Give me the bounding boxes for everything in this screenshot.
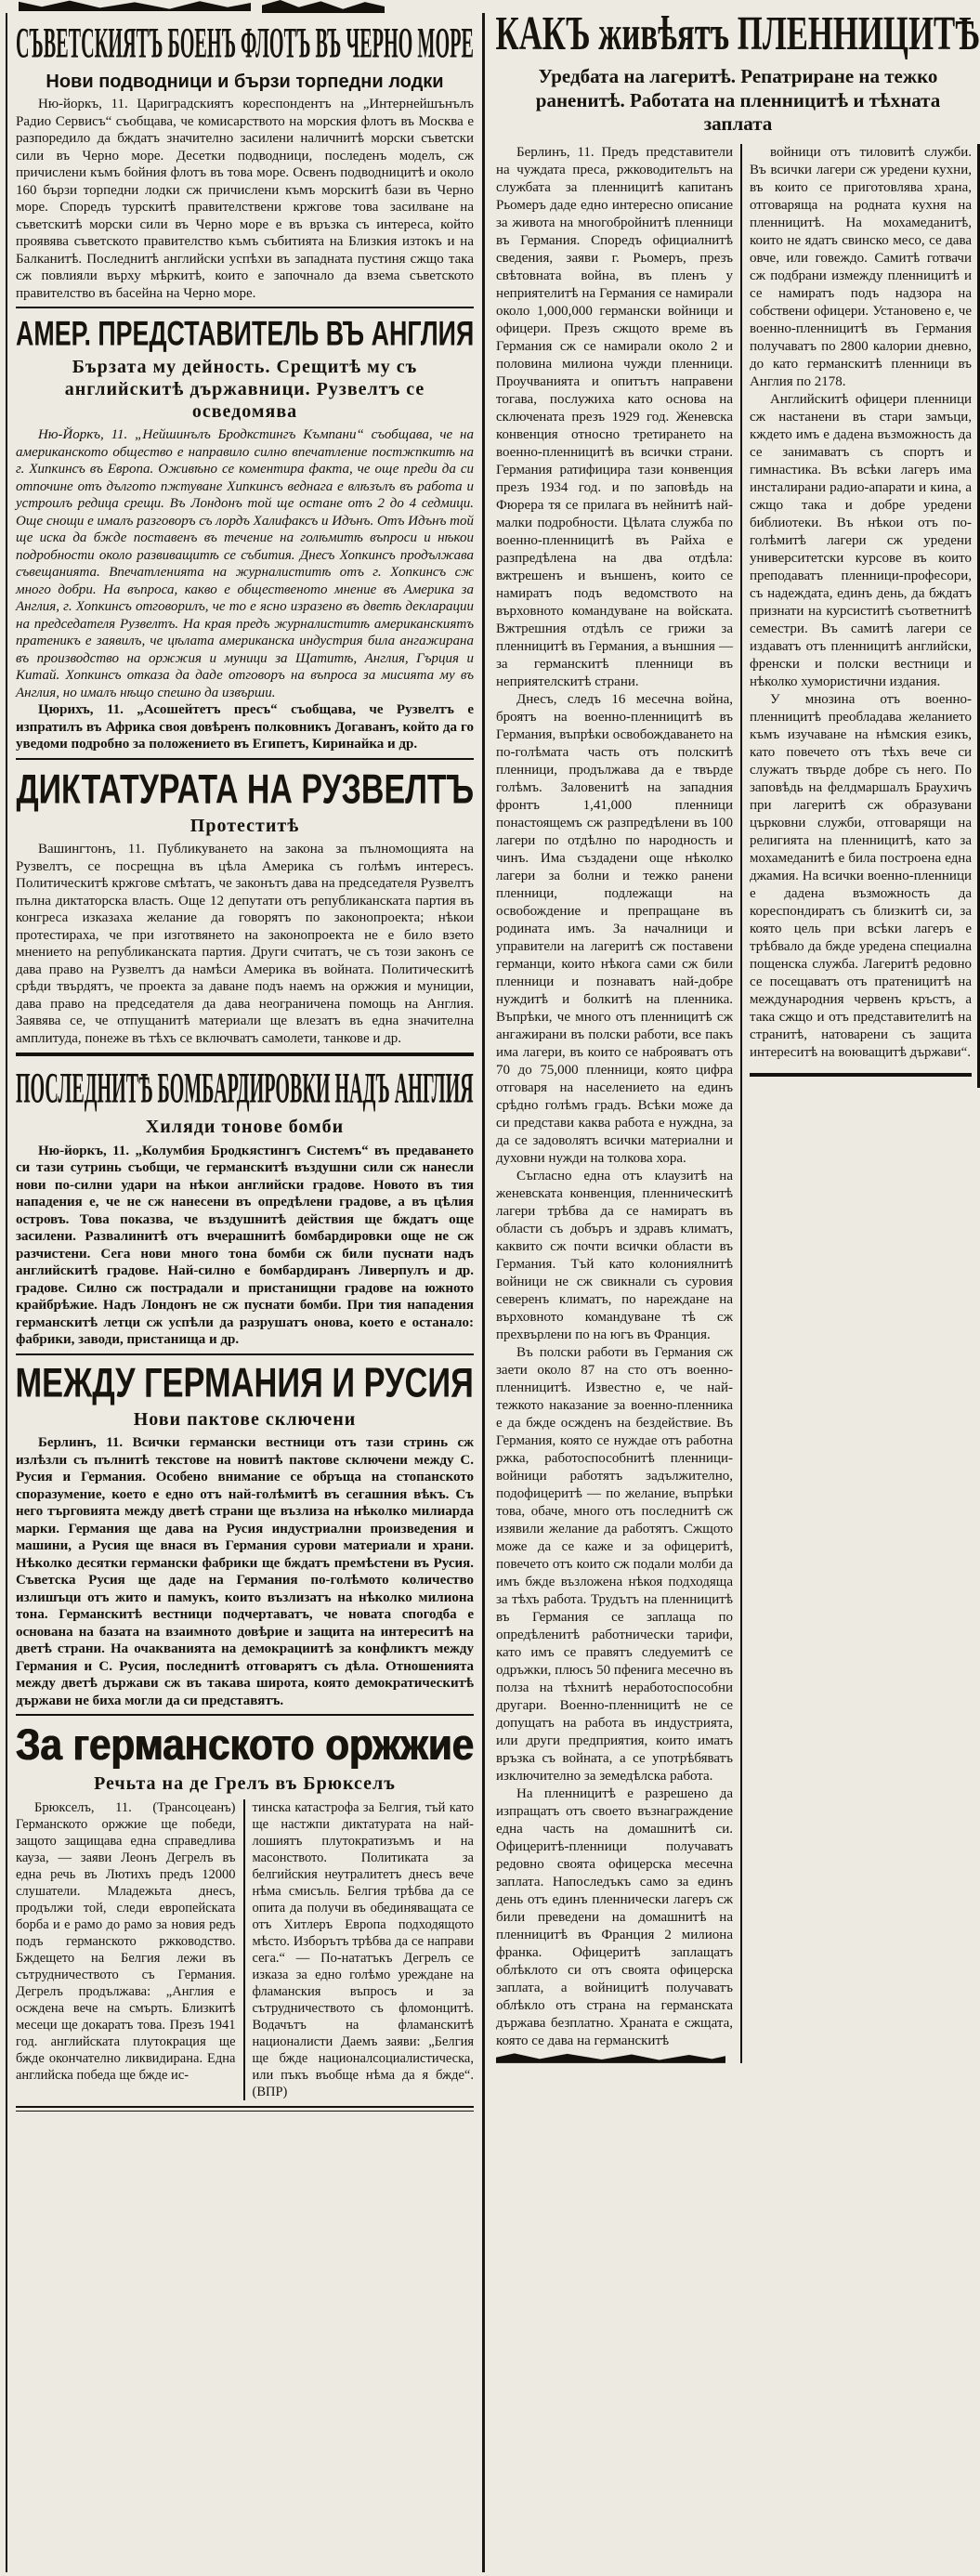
article-paragraph: войници отъ тиловитѣ служби. Въ всички лагери сж уредени кухни, въ които се приготовлява храна, отговаряща на родната кухня на пленницитѣ. На мохамеданитѣ, които не ядатъ свинско месо, се дава овче, или говеждо. Самитѣ готвачи сж подбрани измежду пленницитѣ и се намиратъ подъ надзора на собствени офицери. Установено е, че военно-пленницитѣ въ Германия получаватъ по 2800 калории дневно, до като германскитѣ пленници въ Англия по 2178. [750,144,972,389]
headline-text: МЕЖДУ ГЕРМАНИЯ И РУСИЯ [15,1359,475,1406]
article-bombings-england [16,1062,474,1349]
article-paragraph: Берлинъ, 11. Всички германски вестници отъ тази стринь сж излѣзли съ пълнитѣ текстове на новитѣ пактове сключени между С. Русия и Германия. Особено внимание се обръща на стопанското споразумение, което е едно отъ най-голѣмитѣ въ сегашния вѣкъ. Съ него търговията между дветѣ страни ще възлиза на нѣколко милиарда марки. Германия ще дава на Русия индустриални произведения и машини, а Русия ще внася въ Германия сурови материали и храни. Нѣколко десятки германски фабрики ще бждатъ премѣстени въ Русия. Съветска Русия ще даде на Германия по-голѣмото количество излишъци отъ жито и памукъ, които възлизатъ на нѣколко милиона тона. Германскитѣ вестници подчертаватъ, че новата спогодба е основана на базата на взаимното довѣрие и защита на интереситѣ на дветѣ страни. На очакванията на демокрациитѣ за конфликтъ между Германия и С. Русия, последнитѣ отговарятъ съ дѣла. Отношенията между дветѣ държави сж въ такава широта, която демократическитѣ държави не биха могли да си представятъ. [16,1435,474,1708]
article-paragraph: Въ полски работи въ Германия сж заети около 87 на сто отъ военно-пленницитѣ. Известно е, че най-тежкото наказание за военно-пленника е да бжде осжденъ на бездействие. Въ Германия, която се нуждае отъ работна ржка, работоспособнитѣ пленници-войници работятъ задължително, подофицеритѣ — по желание, въпрѣки това, обаче, много отъ последнитѣ сж изявили желание да работятъ. Сжщото може да се каже и за офицеритѣ, повечето отъ които сж подали молби да имъ бжде възложена нѣкоя подходяща за тѣхъ работа. Трудътъ на пленницитѣ въ Германия се заплаща по опредѣленитѣ работнически тарифи, като имъ се правятъ следуемитѣ се одръжки, плюсъ 50 пфенига месечно въ полза на тѣхнитѣ неработоспособни другари. Военно-пленницитѣ не се допущатъ на работа въ индустрията, или други предприятия, които иматъ връзка съ войната, а се употрѣбяватъ изключително за земедѣлска работа. [496,1344,733,1784]
torn-edge-fragment [262,0,385,13]
torn-edge-fragment [496,2053,725,2063]
article-end-rule [16,2106,474,2112]
article-divider-rule [16,1714,474,1716]
article-divider-rule [16,307,474,308]
subhead-roosevelt-dictatorship: Протеститѣ [189,815,300,836]
article-divider-rule [16,1053,474,1056]
article-roosevelt-dictatorship [16,765,474,1048]
article-column-right-text [750,144,980,1088]
article-body [16,1434,474,1709]
subhead-german-arms: Речьта на де Грелъ въ Брюкселъ [94,1773,396,1795]
article-columns [16,1799,474,2100]
article-paragraph: На пленницитѣ е разрешено да изпращатъ отъ своето възнаграждение една часть на домашнитѣ си. Офицеритѣ-пленници получаватъ редовно своята офицерска месечна заплата. Напоследъкъ само за единъ день отъ единъ пленнически лагеръ сж били преведени на домашнитѣ на пленницитѣ въ Франция 2 милиона франка. Офицеритѣ заплащатъ облѣклото си отъ своята офицерска заплата, а войницитѣ получаватъ облѣкло отъ страна на германската държава безплатно. Храната е сжщата, която се дава на германскитѣ [496,1785,733,2048]
headline-roosevelt-dictatorship [16,765,474,813]
headline-germany-russia [16,1360,474,1406]
article-body [16,1143,474,1349]
article-body [16,841,474,1047]
article-column-left [16,1799,245,2100]
headline-text: СЪВЕТСКИЯТЪ БОЕНЪ ФЛОТЪ ВЪ ЧЕРНО МОРЕ [16,20,474,68]
headline-text: ПОСЛЕДНИТѢ БОМБАРДИРОВКИ НАДЪ АНГЛИЯ [16,1065,474,1113]
article-column-right [245,1799,475,2100]
article-germany-russia [16,1360,474,1710]
article-american-envoy [16,313,474,752]
article-paragraph: Днесъ, следъ 16 месечна война, броятъ на военно-пленницитѣ въ Германия, въпрѣки освобождаването на по-голѣмата часть отъ полскитѣ пленници, продължава да е твърде голѣмъ. Заловенитѣ на западния фронтъ 1,41,000 пленници понастоящемъ сж разпредѣлени въ 100 лагери по отдѣлно по народность и чинъ. Има създадени още нѣколко лагери за болни и тежко ранени пленници, подлежащи на освобождение и препращане въ родината имъ. За началници и управители на лагеритѣ сж поставени германци, които нѣкога сами сж били пленници и познаватъ най-добре нуждитѣ и болкитѣ на пленника. Въпрѣки, че много отъ пленницитѣ сж ангажирани въ полски работи, все пакъ има лагери, въ които се наброяватъ отъ 70 до 75,000 пленници, която цифра отговаря на населението на единъ срѣдно голѣмъ градъ. Всѣки може да си представи каква работа е нуждна, за да се задоволятъ всички материални и духовни нужди на толкова хора. [496,691,733,1166]
subhead-bombings-england: Хиляди тонове бомби [145,1117,345,1138]
article-column-right [742,144,980,2063]
article-paragraph: Брюкселъ, 11. (Трансоцеанъ) Германското оржжие ще победи, защото защищава една справедлива кауза, — заяви Леонъ Дегрелъ въ една речь въ Лютихъ предъ 12000 слушатели. Младежьта днесъ, продължи той, следи европейската борба и е рамо до рамо за новия редъ подъ германското ржководство. Бждещето на Белгия лежи въ сътрудничеството съ Германия. Дегрелъ продължава: „Англия е осждена вече на смърть. Близкитѣ месеци ще докаратъ това. Презъ 1941 год. английската плутокрация ще бжде окончателно ликвидирана. Една английска победа ще бжде ис- [16,1800,236,2084]
article-body [16,701,474,753]
article-paragraph: Английскитѣ офицери пленници сж настанени въ стари замъци, кждето имъ е дадена възможность да се занимаватъ съ спортъ и гимнастика. Въ всѣки лагеръ има инсталирани радио-апарати и кина, а сжщо така и добре уредени библиотеки. Въ нѣкои отъ по-голѣмитѣ лагери сж уредени университетски курсове въ които преподаватъ пленници-професори, съ надеждата, единъ день, да бждатъ признати на курсиститѣ съответнитѣ семестри. Въ самитѣ лагери се издаватъ отъ пленницитѣ английски, френски и полски вестници и нѣколко хумористични издания. [750,391,972,689]
subhead-soviet-fleet: Нови подводници и бързи торпедни лодки [46,72,444,92]
article-paragraph: Вашингтонъ, 11. Публикуването на закона за пълномощията на Рузвелтъ, се посрещна въ цѣла Америка съ голѣмъ интересъ. Политическитѣ кржгове смѣтатъ, че законътъ дава на председателя Рузвелтъ пълна диктаторска власть. Още 12 депутати отъ републиканската партия въ конгреса изказаха желание да говорятъ по законопроекта; нѣкои протестираха, че при изготвянето на законопроекта не е било взето мнението на републиканската партия. Други считатъ, че съ този законъ се дава право на Рузвелтъ да намѣси Америка въ войната. Политическитѣ срѣди твърдятъ, че проекта за даване подъ наемъ на оржжия и муниции, дава право на председателя да дава неограничена помощь на Англия. Заявява се, че отпущанитѣ материали ще влезатъ въ една значителна амплитуда, понеже въ тѣхъ се включватъ самолети, танкове и др. [16,842,474,1046]
headline-text: КАКЪ живѣятъ ПЛЕННИЦИТѢ [495,6,980,60]
article-paragraph: Берлинъ, 11. Предъ представители на чуждата преса, ржководительтъ на службата за пленницитѣ капитанъ Рьомеръ даде едно интересно описание за живота на многобройнитѣ пленници въ Германия. Споредъ официалнитѣ сведения, заяви г. Рьомеръ, презъ свѣтовната война, въ пленъ у неприятелитѣ на Германия се намирали около 1,000,000 германски войници и офицери. Презъ сжщото време въ Германия сж се намирали около 2 и половина милиона чужди пленници. Проучванията и опитътъ направени тогава, послужиха като основа на сключената презъ 1929 год. Женевска конвенция относно третирането на военно-пленницитѣ въ всички страни. Германия ратифицира тази конвенция презъ 1934 год. и по заповѣдь на Фюрера тя се прилага въ нейнитѣ най-малки подробности. Цѣлата служба по военно-пленницитѣ въ Райха е разпредѣлена на два отдѣла: вжтрешенъ и външенъ, които се намиратъ подъ ведомството на върховното командуване на войската. Вжтрешния отдѣлъ се грижи за пленницитѣ въ Германия, а външния — за германскитѣ пленници въ неприятелскитѣ страни. [496,144,733,689]
article-column-left [496,144,742,2063]
torn-edge-fragment [19,0,251,11]
article-body [16,426,474,701]
column-end-rule [750,1073,972,1077]
article-paragraph: Цюрихъ, 11. „Асошейтетъ пресъ“ съобщава, че Рузвелтъ е изпратилъ въ Африка своя довѣренъ полковникъ Догаванъ, който да го уведоми подробно за положението въ Египетъ, Киринайка и др. [16,702,474,752]
article-paragraph: тинска катастрофа за Белгия, тъй като ще настжпи диктатурата на най-лошиятъ плутократизъмъ и на масонството. Политиката за белгийския неутралитетъ днесъ вече нѣма смисъль. Белгия трѣбва да се опита да получи въ обединяващата се отъ Хитлеръ Европа подходящото мѣсто. Изборътъ трѣбва да се направи сега.“ — По-нататъкъ Дегрелъ се изказа за едно голѣмо уреждане на фламанския въпросъ и за сътрудничеството съ фломонцитѣ. Водачътъ на фламанскитѣ националисти Даемъ заяви: „Белгия ще бжде националсоциалистическа, или пъкъ въобще нѣма да я бжде“. (ВПР) [252,1800,474,2100]
left-column-section [6,13,485,2572]
headline-bombings-england [16,1062,474,1114]
article-soviet-fleet [16,17,474,302]
subhead-american-envoy: Бързата му дейность. Срещитѣ му съ английскитѣ държавници. Рузвелтъ се осведомява [64,357,425,422]
article-body [16,96,474,302]
subhead-germany-russia: Нови пактове сключени [133,1408,357,1430]
headline-text: АМЕР. ПРЕДСТАВИТЕЛЬ ВЪ АНГЛИЯ [15,315,475,354]
article-paragraph: Ню-йоркъ, 11. Цариградскиятъ кореспондентъ на „Интернейшънълъ Радио Сервисъ“ съобщава, че комисарството на морския флотъ въ Москва е разпоредило да бждатъ значително засилени наличнитѣ морски съветски сили въ Черно море. Десетки подводници, последенъ моделъ, сж причислени къмъ бойния флотъ въ това море. Освенъ подводницитѣ и около 160 бързи торпедни лодки сж причислени къмъ морскитѣ бази въ Черно море. Споредъ турскитѣ правителствени кржгове това засилване на съветскитѣ морски сили въ Черно море е въ връзка съ интереса, който проявява съветското правителство къмъ събитията на Близкия изтокъ и на Балканитѣ. Последнитѣ английски успѣхи въ западната пустиня сжщо така сж повлияли върху мѣркитѣ, които е започнало да взема съветското правителство въ басейна на Черно море. [16,97,474,301]
article-paragraph: Съгласно една отъ клаузитѣ на женевската конвенция, пленническитѣ лагери трѣбва да се намиратъ въ области съ добъръ и здравъ климатъ, каквито сж почти всички области въ Германия. Тъй като колониялнитѣ войници не сж свикнали съ суровия северенъ климатъ, по нареждане на върховното командуване тѣ сж прехвърлени по на югъ въ Франция. [496,1168,733,1342]
article-paragraph: У мнозина отъ военно-пленницитѣ преобладава желанието къмъ изучаване на нѣмския езикъ, като повечето отъ тѣхъ вече си служатъ твърде добре съ него. По заповѣдь на фелдмаршалъ Браухичъ при лагеритѣ сж образувани църковни служби, отговарящи на религията на пленницитѣ, като за мохамеданитѣ е била построена една джамия. На всички военно-пленници е дадена възможность да кореспондиратъ съ близкитѣ си, за която цель при всѣки лагеръ е трѣбвало да бжде уредена специална пощенска служба. Лагеритѣ редовно се посещаватъ отъ пратеницитѣ на международния червенъ кръстъ, а така сжщо и отъ представителитѣ на странитѣ, натоварени съ защита интереситѣ на воюващитѣ държави“. [750,691,972,1060]
headline-text: За германското оржжие [15,1720,475,1771]
headline-prisoners [496,4,980,61]
article-paragraph: Ню-Йоркъ, 11. „Нейшинълъ Бродкстингъ Къмпани“ съобщава, че на американското общество е направило силно впечатление постжпкитѣ на г. Хипкинсъ въ Европа. Оживѣно се коментира факта, че още преди да си отпочине отъ дългото пжтуване Хипкинсъ веднага е влѣзълъ въ работа и устроилъ редица срещи. Въ Лондонъ той ще остане отъ 2 до 4 седмици. Още снощи е ималъ разговоръ съ лордъ Халифаксъ и Идънъ. Отъ Идънъ той ще иска да бжде поставенъ въ течение на голѣмитѣ въпроси и нѣкои подробности около развиващитѣ се събития. Днесъ Хопкинсъ продължава съвещанията. Впечатленията на журналиститѣ отъ г. Хопкинсъ сж много добри. На въпроса, какво е общественото мнение въ Америка за Англия, г. Хопкинсъ отговорилъ, че то е ясно изразено въ дветѣ декларации на председателя Рузвелтъ. На края предъ журналиститѣ американскиятъ пратеникъ е заявилъ, че цѣлата американска индустрия била ангажирана въ производство на оржжия и муници за Щатитѣ, Англия, Гърция и Китай. Хопкинсъ отказа да даде отговоръ на въпроса за мисията му въ Англия, но ималъ нѣщо спешно да извърши. [16,427,474,700]
article-paragraph: Ню-йоркъ, 11. „Колумбия Бродкястингъ Системъ“ въ предаването си тази сутринь съобщи, че германскитѣ въздушни сили сж нанесли нови по-силни удари на нѣкои английски градове. Новото въ тия нападения е, че не сж нанесени въ опредѣлени градове, а въ цѣлия островъ. Това показва, че въздушнитѣ действия ще бждатъ още засилени. Развалинитѣ отъ вчерашнитѣ бомбардировки още не сж разчистени. Сега нови много тона бомби сж били пуснати надъ английскитѣ градове. Най-силно е бомбардиранъ Ливерпулъ и др. градове. Силно сж пострадали и пристанищни градове на южното крайбрѣжие. Надъ Лондонъ не сж пуснати бомби. При тия нападения германскитѣ летци сж успѣли да разрушатъ онова, което е останало: фабрики, заводи, пристанища и др. [16,1143,474,1348]
article-german-arms [16,1720,474,2112]
headline-american-envoy [16,313,474,354]
article-columns [496,144,980,2063]
article-prisoners [496,4,980,2063]
headline-text: ДИКТАТУРАТА НА РУЗВЕЛТЪ [16,765,474,812]
article-divider-rule [16,1353,474,1355]
headline-german-arms [16,1720,474,1771]
article-divider-rule [16,758,474,760]
right-column-section [496,4,980,2063]
headline-soviet-fleet [16,17,474,69]
subhead-prisoners: Уредбата на лагеритѣ. Репатриране на тежко раненитѣ. Работата на пленницитѣ и тѣхната заплата [535,65,941,136]
